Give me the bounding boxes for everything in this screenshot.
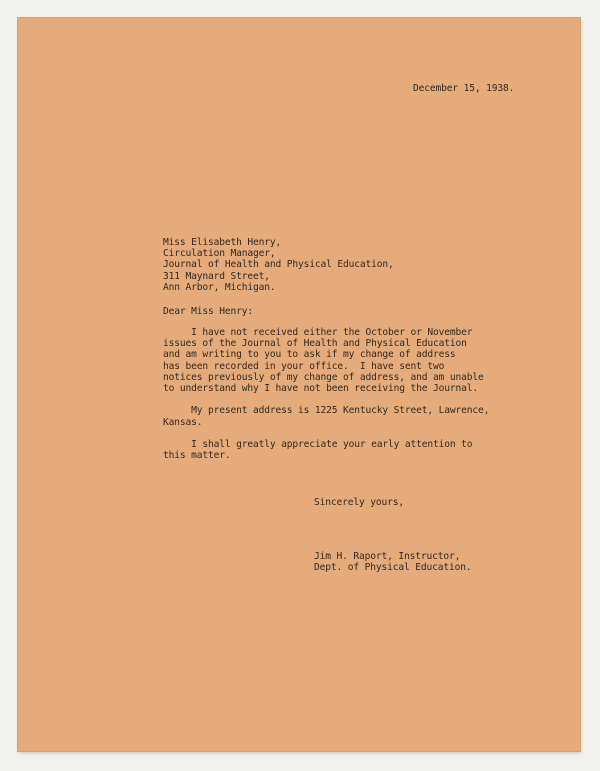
signature-line: Dept. of Physical Education. — [314, 562, 472, 574]
paragraph-2 — [163, 405, 489, 427]
address-line: 311 Maynard Street, — [163, 270, 270, 282]
paragraph-1 — [163, 327, 489, 394]
address-line: Miss Elisabeth Henry, — [163, 237, 282, 248]
salutation: Dear Miss Henry: — [163, 306, 254, 317]
body-line: issues of the Journal of Health and Physical Education — [163, 338, 467, 350]
paragraph-3 — [163, 439, 489, 461]
closing: Sincerely yours, — [314, 497, 405, 508]
body-line: and am writing to you to ask if my change of address — [163, 349, 456, 361]
body-line: Kansas. — [163, 416, 203, 428]
address-line: Circulation Manager, — [163, 248, 276, 260]
signature-line: Jim H. Raport, Instructor, — [314, 551, 461, 562]
address-line: Journal of Health and Physical Education, — [163, 259, 394, 271]
recipient-address — [163, 237, 394, 293]
body-line: I shall greatly appreciate your early attention to — [163, 439, 473, 450]
body-line: has been recorded in your office. I have sent two — [163, 360, 445, 372]
address-line: Ann Arbor, Michigan. — [163, 281, 276, 293]
letter-date: December 15, 1938. — [413, 83, 515, 94]
body-line: My present address is 1225 Kentucky Street, Lawrence, — [163, 405, 490, 417]
letter-page — [18, 18, 580, 751]
body-line: I have not received either the October or November — [163, 327, 473, 338]
letter-body — [163, 327, 489, 461]
body-line: notices previously of my change of address, and am unable — [163, 371, 484, 383]
signature-block — [314, 551, 472, 573]
body-line: to understand why I have not been receiving the Journal. — [163, 383, 479, 395]
body-line: this matter. — [163, 450, 231, 462]
